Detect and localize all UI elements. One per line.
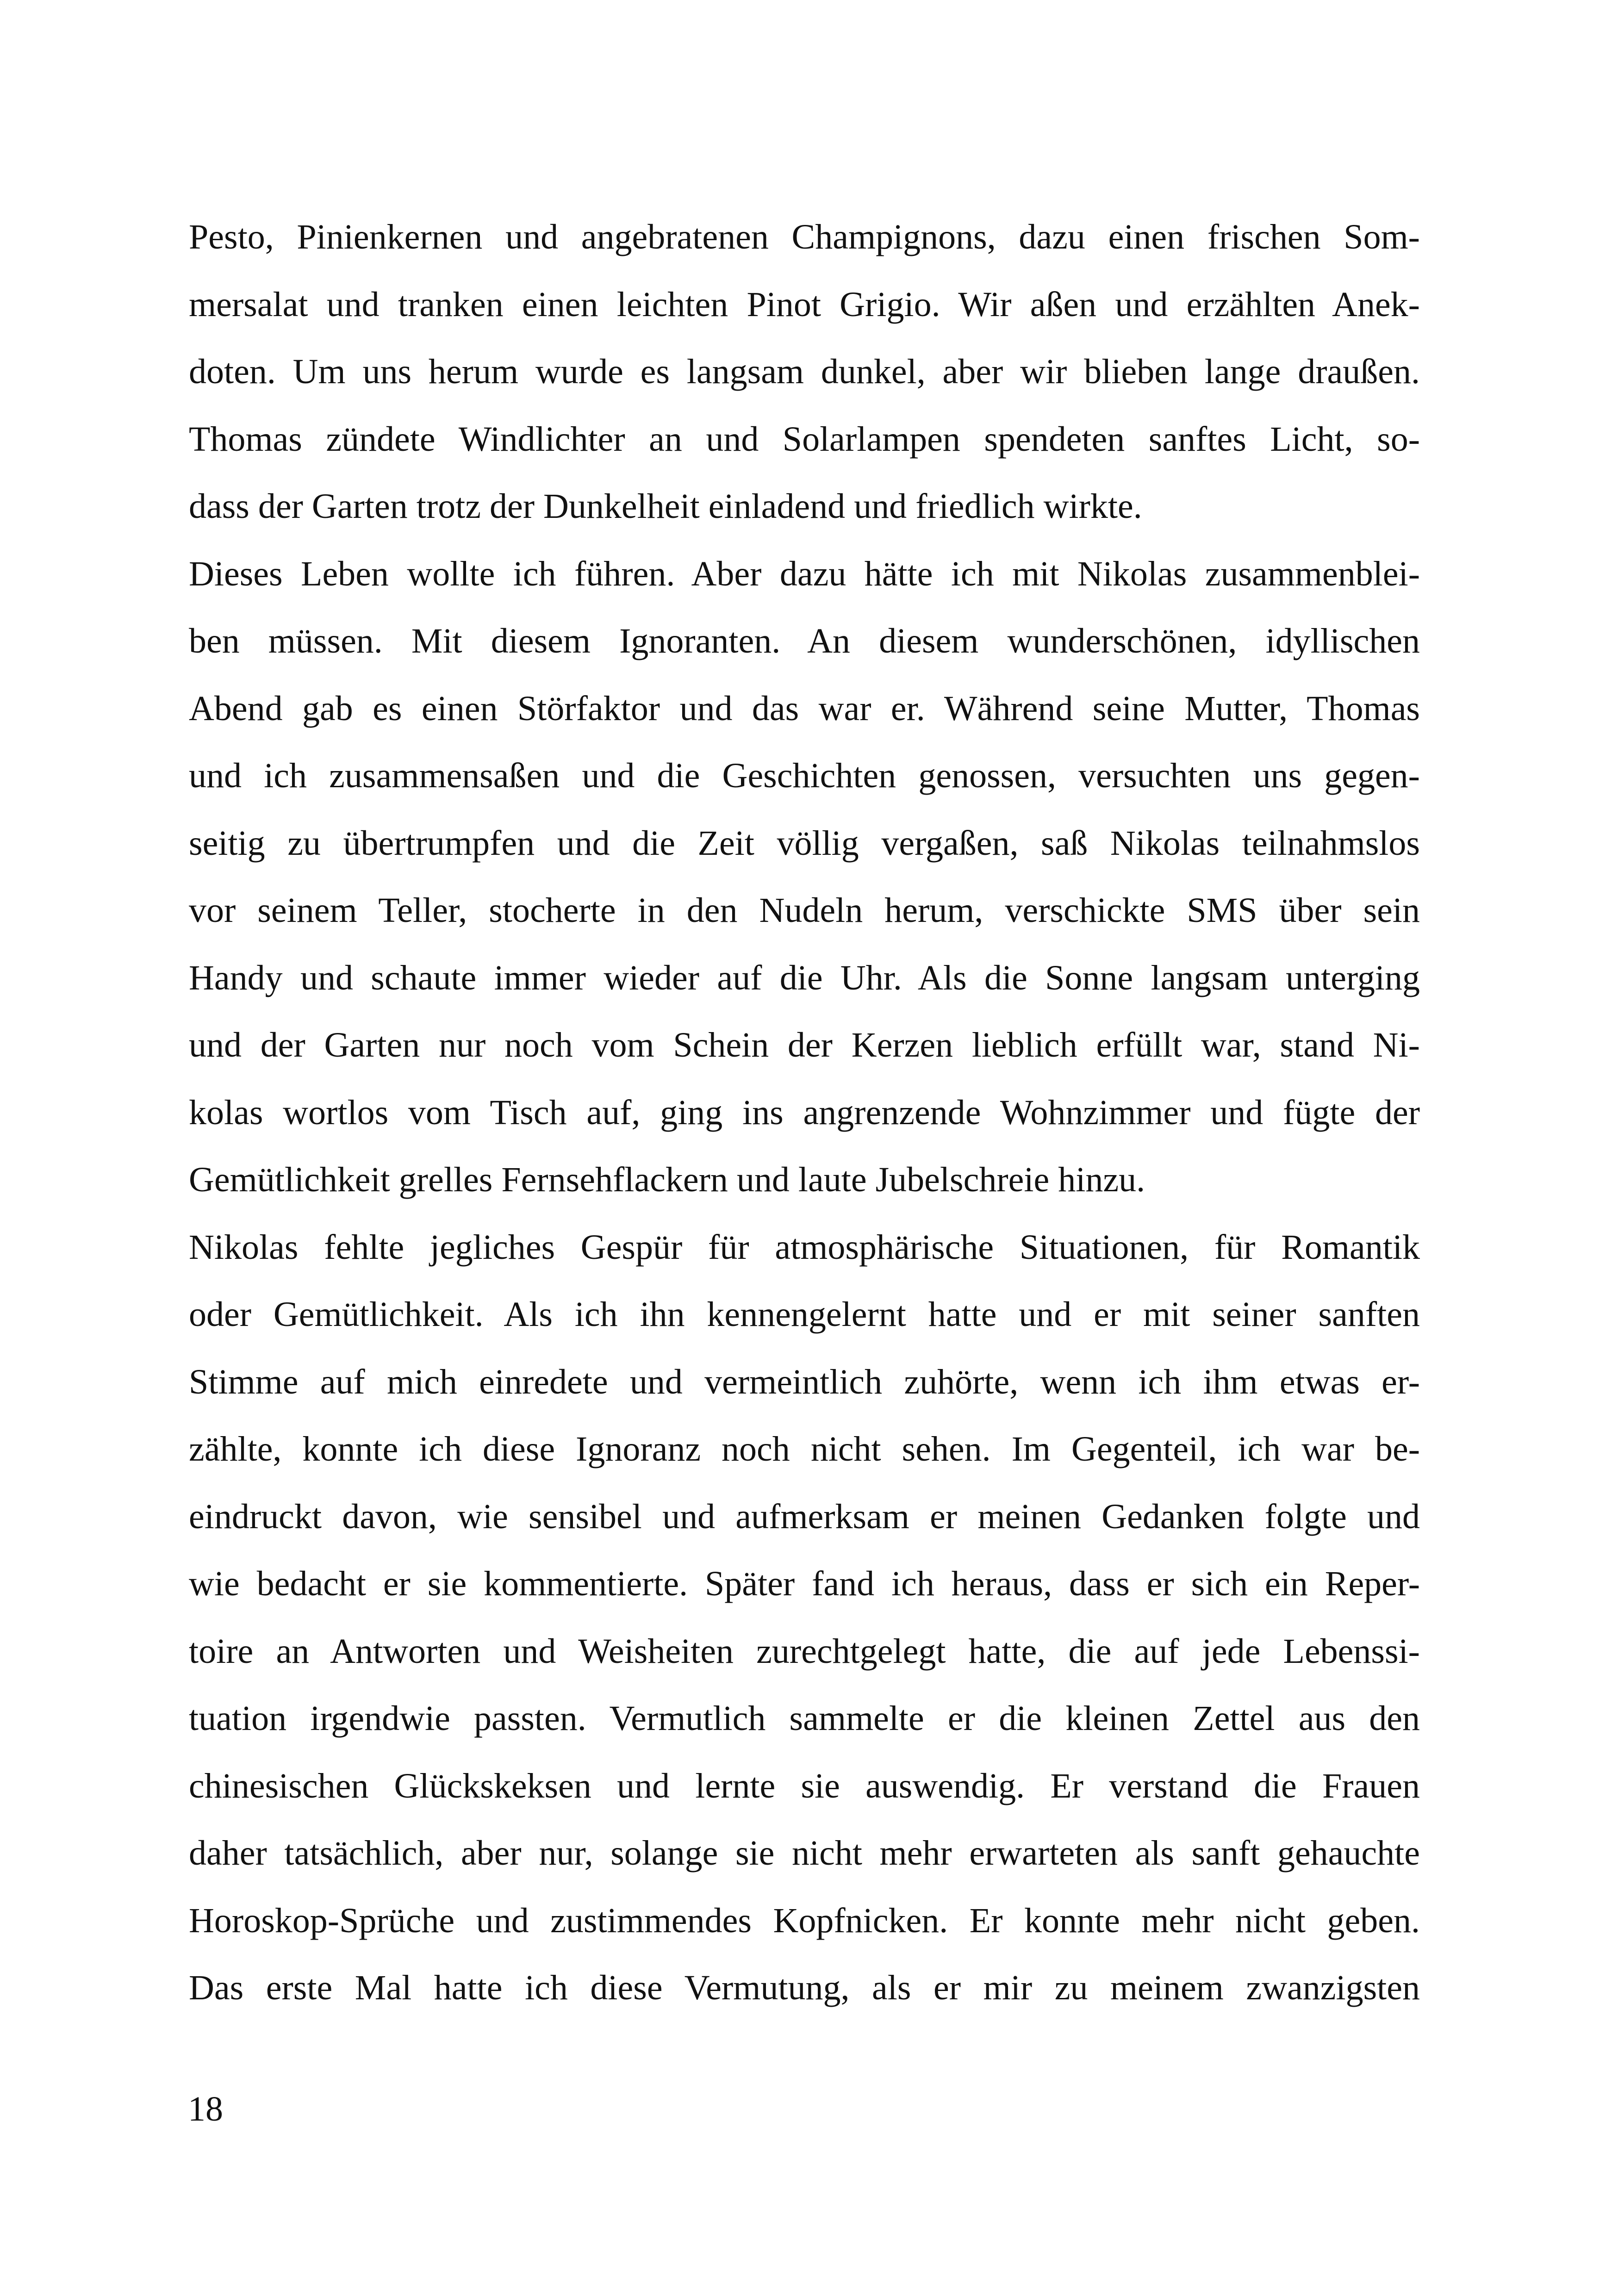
text-line: doten. Um uns herum wurde es langsam dunkel, aber wir blieben lange draußen.	[189, 352, 1420, 391]
text-line: zählte, konnte ich diese Ignoranz noch nicht sehen. Im Gegenteil, ich war be-	[189, 1430, 1420, 1468]
text-line: vor seinem Teller, stocherte in den Nudeln herum, verschickte SMS über sein	[189, 891, 1420, 930]
text-line: Handy und schaute immer wieder auf die Uhr. Als die Sonne langsam unterging	[189, 958, 1420, 997]
text-line: wie bedacht er sie kommentierte. Später fand ich heraus, dass er sich ein Reper-	[189, 1564, 1420, 1603]
text-line: oder Gemütlichkeit. Als ich ihn kennengelernt hatte und er mit seiner sanften	[189, 1295, 1420, 1334]
text-line: seitig zu übertrumpfen und die Zeit völlig vergaßen, saß Nikolas teilnahmslos	[189, 823, 1420, 863]
body-text	[189, 204, 1420, 2022]
text-line: kolas wortlos vom Tisch auf, ging ins angrenzende Wohnzimmer und fügte der	[189, 1093, 1420, 1132]
text-line: Nikolas fehlte jegliches Gespür für atmosphärische Situationen, für Romantik	[189, 1227, 1420, 1267]
text-line: und der Garten nur noch vom Schein der Kerzen lieblich erfüllt war, stand Ni-	[189, 1026, 1420, 1064]
page-number: 18	[188, 2090, 223, 2128]
text-line: dass der Garten trotz der Dunkelheit einladend und friedlich wirkte.	[189, 487, 1142, 526]
text-line: tuation irgendwie passten. Vermutlich sammelte er die kleinen Zettel aus den	[189, 1699, 1420, 1738]
text-line: mersalat und tranken einen leichten Pinot Grigio. Wir aßen und erzählten Anek-	[189, 285, 1420, 324]
text-line: toire an Antworten und Weisheiten zurechtgelegt hatte, die auf jede Lebenssi-	[189, 1631, 1420, 1671]
text-line: Abend gab es einen Störfaktor und das war er. Während seine Mutter, Thomas	[189, 689, 1420, 728]
text-line: und ich zusammensaßen und die Geschichten genossen, versuchten uns gegen-	[189, 756, 1420, 795]
text-line: chinesischen Glückskeksen und lernte sie auswendig. Er verstand die Frauen	[189, 1766, 1420, 1805]
text-line: Thomas zündete Windlichter an und Solarlampen spendeten sanftes Licht, so-	[189, 419, 1420, 459]
text-line: eindruckt davon, wie sensibel und aufmerksam er meinen Gedanken folgte und	[189, 1497, 1420, 1536]
text-line: Pesto, Pinienkernen und angebratenen Champignons, dazu einen frischen Som-	[189, 218, 1420, 256]
text-line: Das erste Mal hatte ich diese Vermutung, als er mir zu meinem zwanzigsten	[189, 1968, 1420, 2007]
text-line: Stimme auf mich einredete und vermeintlich zuhörte, wenn ich ihm etwas er-	[189, 1362, 1420, 1401]
text-line: Horoskop-Sprüche und zustimmendes Kopfnicken. Er konnte mehr nicht geben.	[189, 1901, 1420, 1940]
text-line: Gemütlichkeit grelles Fernsehflackern und laute Jubelschreie hinzu.	[189, 1160, 1145, 1199]
text-line: daher tatsächlich, aber nur, solange sie nicht mehr erwarteten als sanft gehauchte	[189, 1834, 1420, 1873]
text-line: ben müssen. Mit diesem Ignoranten. An diesem wunderschönen, idyllischen	[189, 622, 1420, 660]
text-line: Dieses Leben wollte ich führen. Aber dazu hätte ich mit Nikolas zusammenblei-	[189, 554, 1420, 593]
